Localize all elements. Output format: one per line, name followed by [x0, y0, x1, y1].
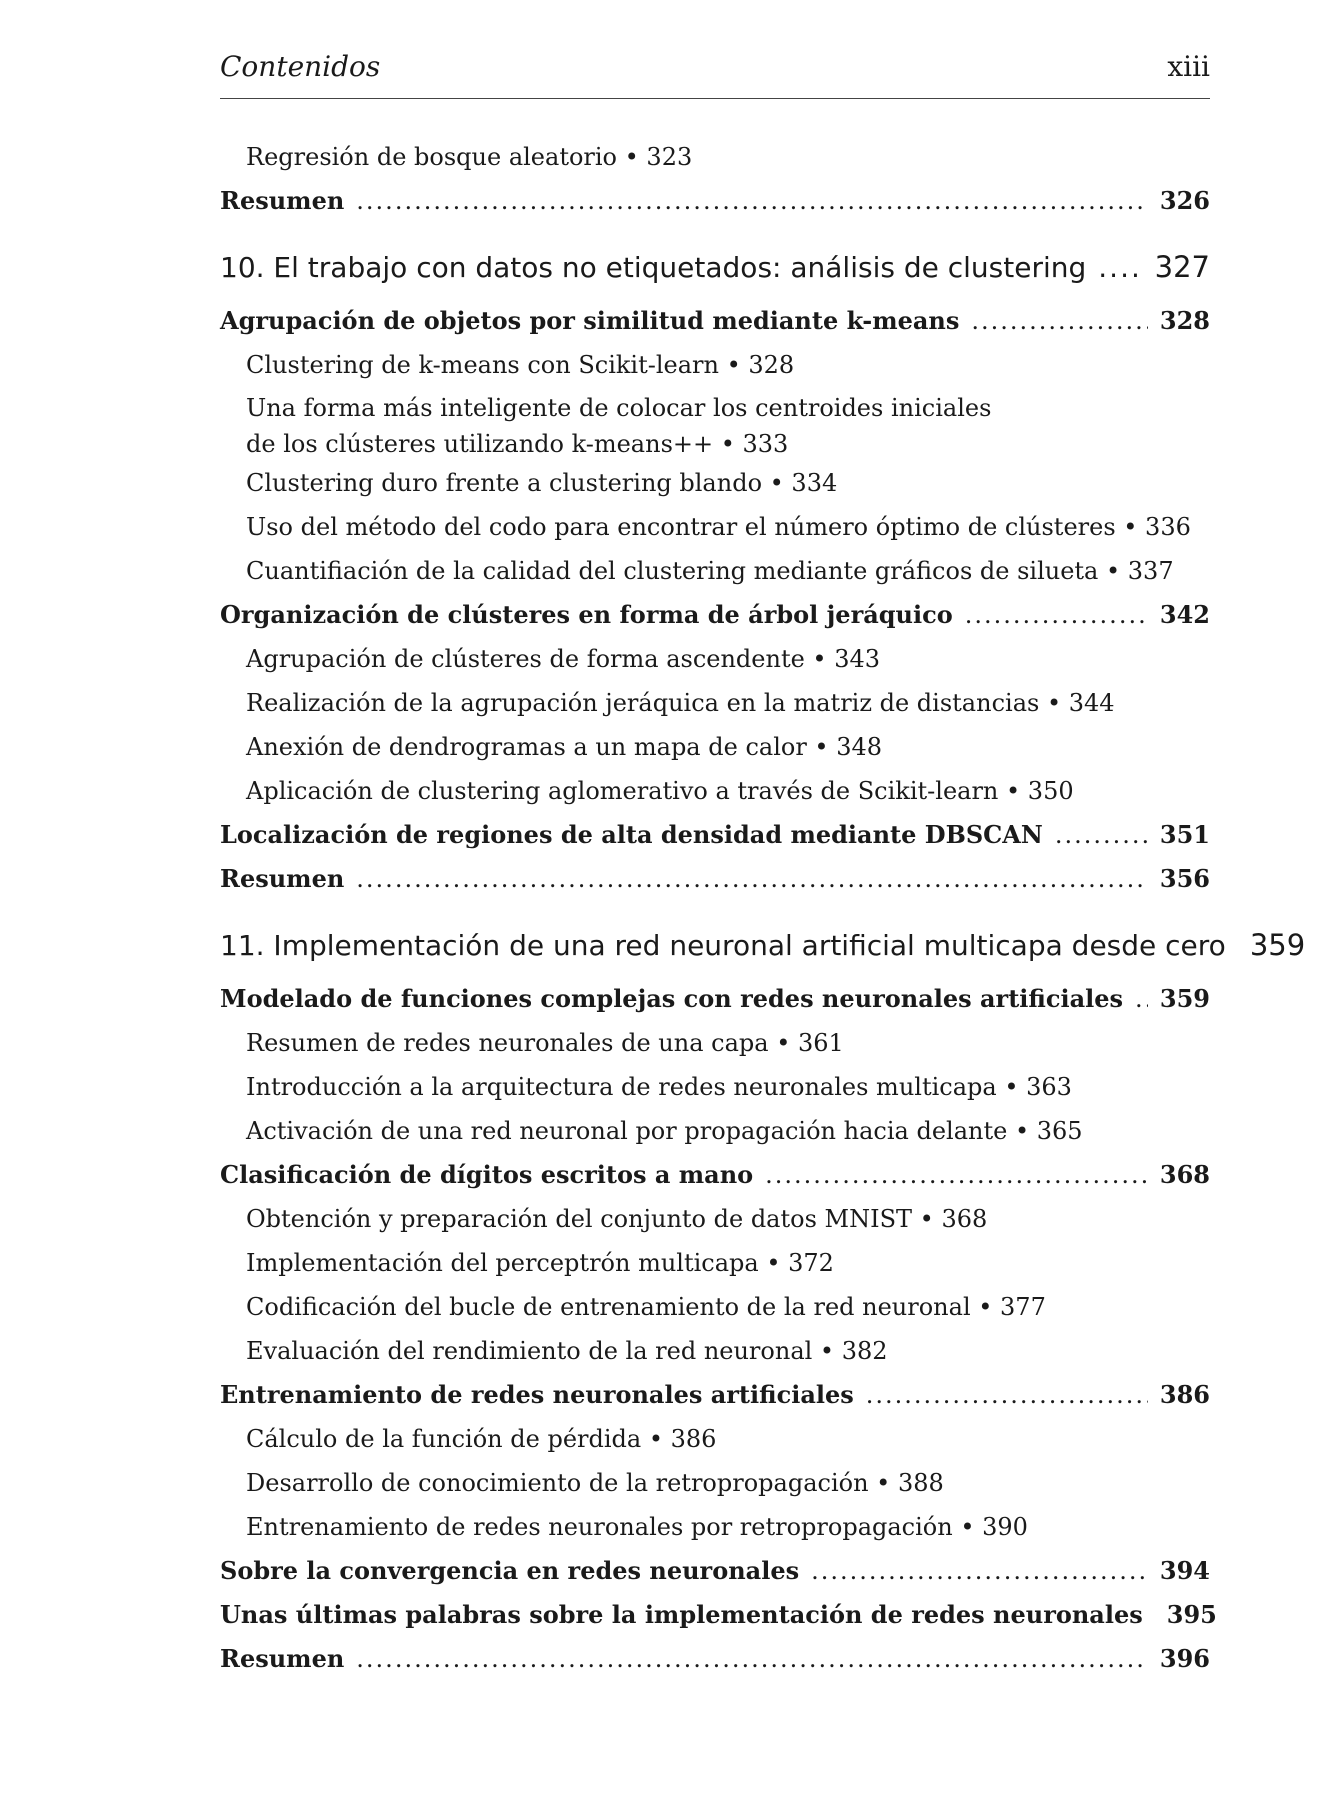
toc-section: Resumen ..... 356 — [220, 857, 1210, 901]
toc-subsection: Una forma más inteligente de colocar los centroides iniciales de los clústeres utilizando k-means++ • 333 — [246, 394, 992, 458]
toc-section: Clasificación de dígitos escritos a mano ..... 368 — [220, 1153, 1210, 1197]
toc-subsection: Codificación del bucle de entrenamiento de la red neuronal • 377 — [246, 1293, 1046, 1321]
dot-leader — [356, 1637, 1148, 1681]
dot-leader — [1055, 813, 1148, 857]
toc-subsection: Entrenamiento de redes neuronales por retropropagación • 390 — [246, 1513, 1028, 1541]
toc-section: Resumen ..... 396 — [220, 1637, 1210, 1681]
toc-subsection: Realización de la agrupación jeráquica en la matriz de distancias • 344 — [246, 689, 1115, 717]
toc-subsection: Obtención y preparación del conjunto de datos MNIST • 368 — [246, 1205, 988, 1233]
dot-leader — [356, 179, 1148, 223]
running-header-title: Contenidos — [220, 50, 381, 83]
toc-section: Modelado de funciones complejas con redes neuronales artificiales ..... 359 — [220, 977, 1210, 1021]
running-header — [220, 50, 1210, 99]
toc-section: Organización de clústeres en forma de árbol jeráquico ..... 342 — [220, 593, 1210, 637]
dot-leader — [965, 593, 1148, 637]
page-number: xiii — [1167, 50, 1210, 83]
toc-chapter: 11. Implementación de una red neuronal artificial multicapa desde cero 359 — [220, 928, 1306, 962]
toc-section: Resumen ..... 326 — [220, 179, 1210, 223]
table-of-contents — [220, 135, 1306, 1681]
toc-subsection: Cálculo de la función de pérdida • 386 — [246, 1425, 717, 1453]
toc-subsection: Implementación del perceptrón multicapa • 372 — [246, 1249, 834, 1277]
toc-page — [220, 50, 1306, 1681]
toc-subsection: Uso del método del codo para encontrar el número óptimo de clústeres • 336 — [246, 513, 1191, 541]
toc-subsection: Aplicación de clustering aglomerativo a través de Scikit-learn • 350 — [246, 777, 1074, 805]
dot-leader — [971, 299, 1148, 343]
toc-subsection: Evaluación del rendimiento de la red neuronal • 382 — [246, 1337, 888, 1365]
toc-subsection: Resumen de redes neuronales de una capa • 361 — [246, 1029, 844, 1057]
dot-leader — [1098, 240, 1142, 296]
toc-subsection: Clustering duro frente a clustering blando • 334 — [246, 469, 838, 497]
toc-subsection: Regresión de bosque aleatorio • 323 — [246, 143, 693, 171]
toc-subsection: Clustering de k-means con Scikit-learn • 328 — [246, 351, 795, 379]
dot-leader — [765, 1153, 1148, 1197]
dot-leader — [1135, 977, 1148, 1021]
toc-subsection: Desarrollo de conocimiento de la retropropagación • 388 — [246, 1469, 944, 1497]
dot-leader — [811, 1549, 1148, 1593]
toc-subsection: Agrupación de clústeres de forma ascendente • 343 — [246, 645, 881, 673]
toc-chapter: 10. El trabajo con datos no etiquetados: análisis de clustering ..... 327 — [220, 239, 1210, 295]
toc-subsection: Introducción a la arquitectura de redes neuronales multicapa • 363 — [246, 1073, 1072, 1101]
toc-section: Unas últimas palabras sobre la implementación de redes neuronales 395 — [220, 1600, 1217, 1629]
toc-subsection: Activación de una red neuronal por propagación hacia delante • 365 — [246, 1117, 1083, 1145]
toc-section: Sobre la convergencia en redes neuronales ..... 394 — [220, 1549, 1210, 1593]
toc-subsection: Cuantifiación de la calidad del clustering mediante gráficos de silueta • 337 — [246, 557, 1174, 585]
toc-subsection: Anexión de dendrogramas a un mapa de calor • 348 — [246, 733, 883, 761]
dot-leader — [356, 857, 1148, 901]
toc-section: Localización de regiones de alta densidad mediante DBSCAN ..... 351 — [220, 813, 1210, 857]
toc-section: Entrenamiento de redes neuronales artificiales ..... 386 — [220, 1373, 1210, 1417]
toc-section: Agrupación de objetos por similitud mediante k-means ..... 328 — [220, 299, 1210, 343]
dot-leader — [866, 1373, 1148, 1417]
